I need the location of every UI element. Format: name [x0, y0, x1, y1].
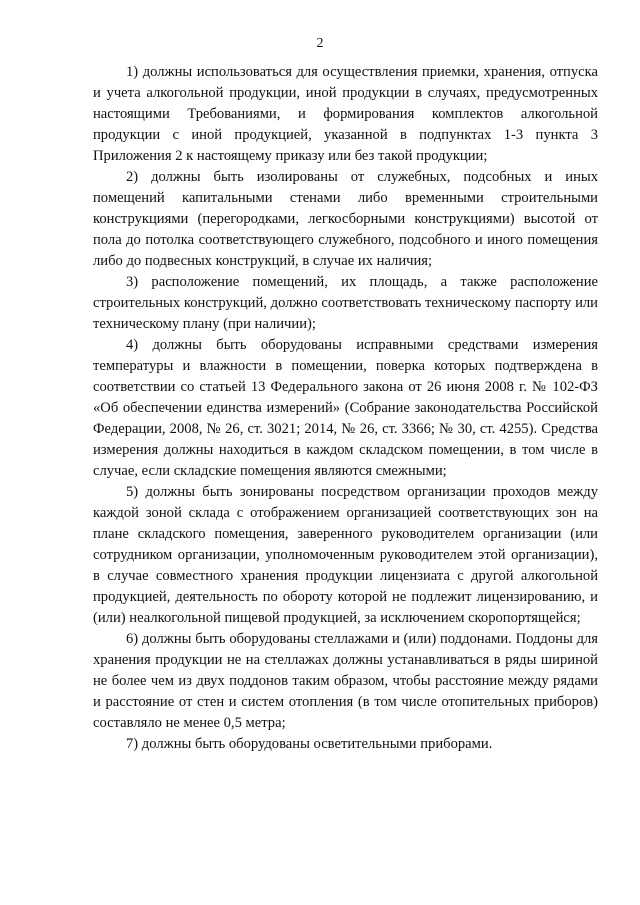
paragraph-item-2: 2) должны быть изолированы от служебных, подсобных и иных помещений капитальными стенами либо временными строительными конструкциями (перегородками, легкосборными конструкциями) высотой от пола до потолка соответствующего служебного, подсобного и иного помещения либо до подвесных конструкций, в случае их наличия;: [93, 169, 598, 269]
paragraph-item-6: 6) должны быть оборудованы стеллажами и (или) поддонами. Поддоны для хранения продукции не на стеллажах должны устанавливаться в ряды шириной не более чем из двух поддонов таким образом, чтобы расстояние между рядами и расстояние от стен и систем отопления (в том числе отопительных приборов) составляло не менее 0,5 метра;: [93, 631, 598, 731]
page-number: 2: [316, 36, 324, 51]
paragraph-item-7: 7) должны быть оборудованы осветительными приборами.: [126, 736, 493, 752]
paragraph-item-4: 4) должны быть оборудованы исправными средствами измерения температуры и влажности в помещении, поверка которых подтверждена в соответствии со статьей 13 Федерального закона от 26 июня 2008 г. № 102-ФЗ «Об обеспечении единства измерений» (Собрание законодательства Российской Федерации, 2008, № 26, ст. 3021; 2014, № 26, ст. 3366; № 30, ст. 4255). Средства измерения должны находиться в каждом складском помещении, в том числе в случае, если складские помещения являются смежными;: [93, 337, 598, 479]
document-body: [93, 62, 598, 755]
paragraph-item-5: 5) должны быть зонированы посредством организации проходов между каждой зоной склада с отображением организацией соответствующих зон на плане складского помещения, заверенного руководителем организации (или сотрудником организации, уполномоченным руководителем этой организации), в случае совместного хранения продукции лицензиата с другой алкогольной продукцией, деятельность по обороту которой не подлежит лицензированию, и (или) неалкогольной пищевой продукцией, за исключением скоропортящейся;: [93, 484, 598, 626]
paragraph-item-1: 1) должны использоваться для осуществления приемки, хранения, отпуска и учета алкогольной продукции, иной продукции в случаях, предусмотренных настоящими Требованиями, и формирования комплектов алкогольной продукции с иной продукцией, указанной в подпунктах 1-3 пункта 3 Приложения 2 к настоящему приказу или без такой продукции;: [93, 64, 598, 164]
paragraph-item-3: 3) расположение помещений, их площадь, а также расположение строительных конструкций, должно соответствовать техническому паспорту или техническому плану (при наличии);: [93, 274, 598, 332]
